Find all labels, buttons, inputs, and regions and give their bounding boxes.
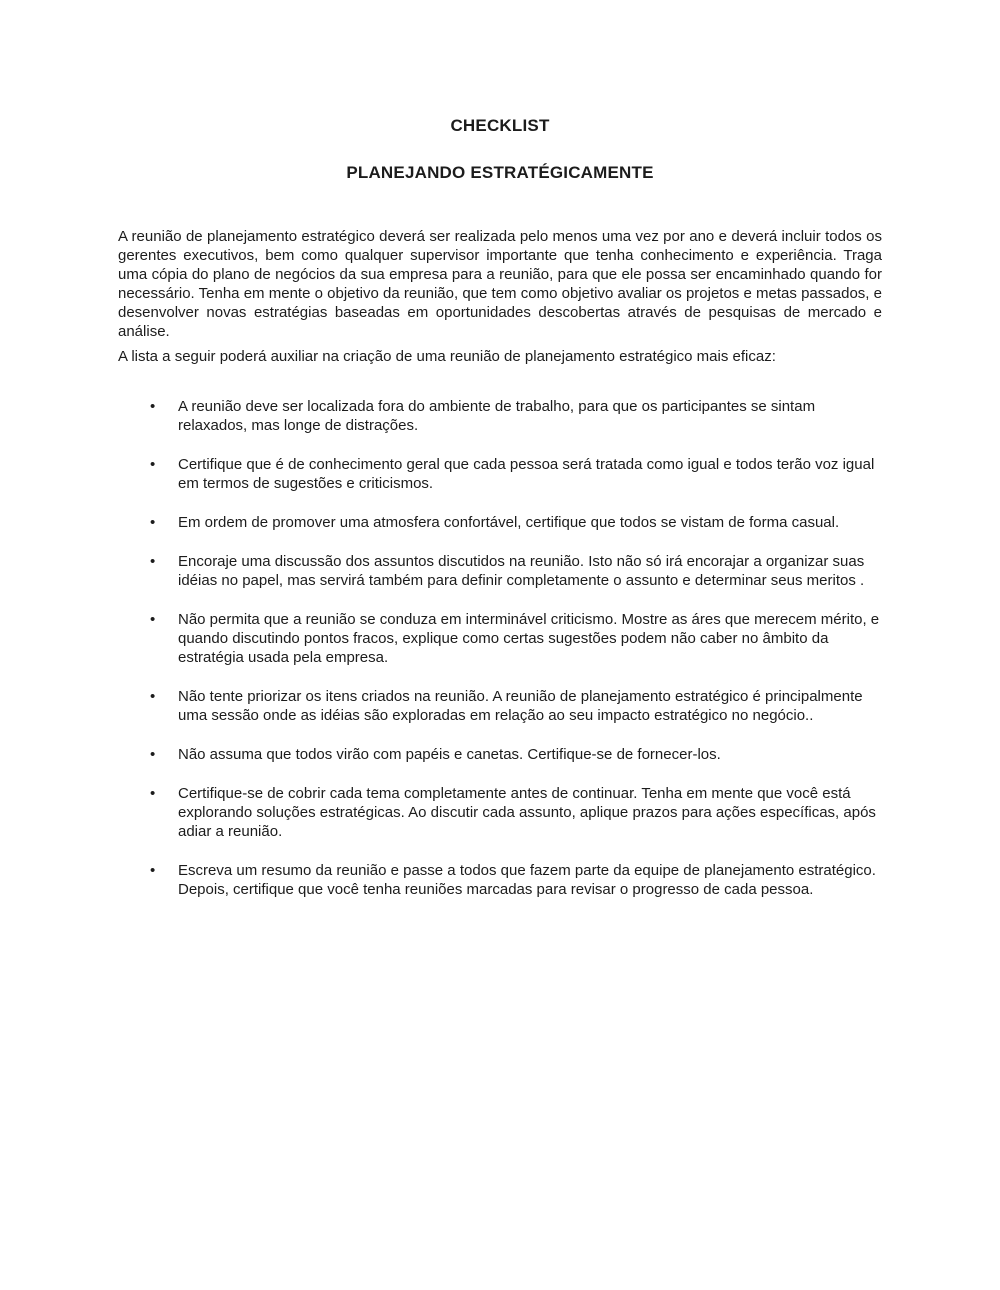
checklist-item: • A reunião deve ser localizada fora do ambiente de trabalho, para que os participantes se sintam relaxados, mas longe de distrações. — [118, 397, 882, 435]
checklist-item: • Não tente priorizar os itens criados na reunião. A reunião de planejamento estratégico é principalmente uma sessão onde as idéias são exploradas em relação ao seu impacto estratégico no negócio.. — [118, 687, 882, 725]
checklist-item: • Certifique-se de cobrir cada tema completamente antes de continuar. Tenha em mente que você está explorando soluções estratégicas. Ao discutir cada assunto, aplique prazos para ações específicas, após adiar a reunião. — [118, 784, 882, 841]
list-intro-paragraph: A lista a seguir poderá auxiliar na criação de uma reunião de planejamento estratégico mais eficaz: — [118, 348, 776, 365]
checklist — [118, 397, 882, 899]
checklist-item: • Não assuma que todos virão com papéis e canetas. Certifique-se de fornecer-los. — [118, 745, 882, 764]
checklist-item: • Certifique que é de conhecimento geral que cada pessoa será tratada como igual e todos terão voz igual em termos de sugestões e criticismos. — [118, 455, 882, 493]
checklist-item: • Não permita que a reunião se conduza em interminável criticismo. Mostre as áres que merecem mérito, e quando discutindo pontos fracos, explique como certas sugestões podem não caber no âmbito da estratégia usada pela empresa. — [118, 610, 882, 667]
checklist-item: • Em ordem de promover uma atmosfera confortável, certifique que todos se vistam de forma casual. — [118, 513, 882, 532]
document-title: CHECKLIST — [450, 116, 550, 135]
document-subtitle: PLANEJANDO ESTRATÉGICAMENTE — [346, 163, 654, 182]
checklist-item: • Escreva um resumo da reunião e passe a todos que fazem parte da equipe de planejamento estratégico. Depois, certifique que você tenha reuniões marcadas para revisar o progresso de cada pessoa. — [118, 861, 882, 899]
intro-paragraph: A reunião de planejamento estratégico deverá ser realizada pelo menos uma vez por ano e deverá incluir todos os gerentes executivos, bem como qualquer supervisor importante que tenha conhecimento e experiência. Traga uma cópia do plano de negócios da sua empresa para a reunião, para que ele possa ser encaminhado quando for necessário. Tenha em mente o objetivo da reunião, que tem como objetivo avaliar os projetos e metas passados, e desenvolver novas estratégias baseadas em oportunidades descobertas através de pesquisas de mercado e análise. — [118, 228, 882, 340]
checklist-item: • Encoraje uma discussão dos assuntos discutidos na reunião. Isto não só irá encorajar a organizar suas idéias no papel, mas servirá também para definir completamente o assunto e determinar seus meritos . — [118, 552, 882, 590]
